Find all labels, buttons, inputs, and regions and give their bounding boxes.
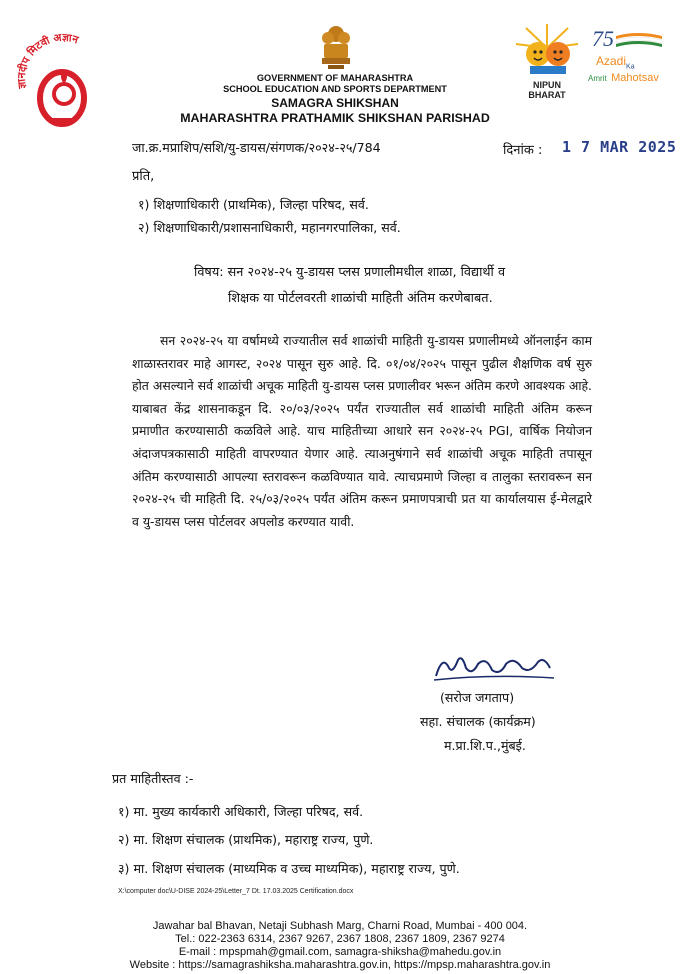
footer-address: Jawahar bal Bhavan, Netaji Subhash Marg, Charni Road, Mumbai - 400 004. — [152, 920, 528, 932]
state-emblem — [318, 24, 354, 72]
copy-heading: प्रत माहितीस्तव :- — [112, 771, 194, 786]
copy-item-2: २) मा. शिक्षण संचालक (प्राथमिक), महाराष्ट्र राज्य, पुणे. — [118, 832, 374, 847]
nipun-bharat-text: NIPUN BHARAT — [528, 80, 566, 100]
azadi-amrit-mahotsav-logo — [588, 26, 672, 86]
file-path: X:\computer doc\U-DISE 2024-25\Letter_7 Dt. 17.03.2025 Certification.docx — [118, 888, 354, 895]
footer-email: E-mail : mpspmah@gmail.com, samagra-shiksha@mahedu.gov.in — [178, 946, 502, 958]
addressee-2: २) शिक्षणाधिकारी/प्रशासनाधिकारी, महानगरपालिका, सर्व. — [138, 220, 401, 235]
azadi-75: 75 — [592, 26, 614, 51]
parishad-logo — [12, 30, 112, 130]
signatory-designation: सहा. संचालक (कार्यक्रम) — [420, 714, 536, 729]
date-stamp: 1 7 MAR 2025 — [562, 138, 677, 156]
prati-label: प्रति, — [132, 169, 155, 184]
signatory-office: म.प्रा.शि.प.,मुंबई. — [444, 738, 526, 753]
subject-line-2: शिक्षक या पोर्टलवरती शाळांची माहिती अंतिम करणेबाबत. — [228, 291, 493, 306]
nipun-bharat-logo — [508, 22, 586, 100]
subject-line-1: विषय: सन २०२४-२५ यु-डायस प्लस प्रणालीमधील शाळा, विद्यार्थी व — [194, 265, 506, 280]
signature-text: Saroj Jagtap — [490, 684, 497, 685]
addressee-1: १) शिक्षणाधिकारी (प्राथमिक), जिल्हा परिषद, सर्व. — [138, 197, 369, 212]
header-dept: SCHOOL EDUCATION AND SPORTS DEPARTMENT — [223, 84, 447, 94]
body-paragraph: सन २०२४-२५ या वर्षामध्ये राज्यातील सर्व शाळांची माहिती यु-डायस प्रणालीमध्ये ऑनलाईन काम शाळास्तरावर माहे आगस्ट, २०२४ पासून सुरु आहे. दि. ०१/०४/२०२५ पासून पुढील शैक्षणिक वर्ष सुरु होत असल्याने सर्व शाळांची अचूक माहिती यु-डायस प्लस प्रणालीवर भरून अंतिम करणे आवश्यक आहे. याबाबत केंद्र शासनाकडून दि. २०/०३/२०२५ पर्यंत राज्यातील सर्व शाळांची माहिती अंतिम करून प्रमाणीत करण्यासाठी कळविले आहे. याच माहितीच्या आधारे सन २०२४-२५ PGI, वार्षिक नियोजन अंदाजपत्रकासाठी माहिती वापरण्यात येणार आहे. त्याअनुषंगाने सर्व शाळांची अचूक माहिती तपासून अंतिम करण्यासाठी आपल्या स्तरावरून कळविण्यात यावे. त्याचप्रमाणे जिल्हा व तालुका स्तरावरून सन २०२४-२५ ची माहिती दि. २५/०३/२०२५ पर्यंत अंतिम करून प्रमाणपत्राची प्रत या कार्यालयास ई-मेलद्वारे व यु-डायस प्लस पोर्टलवर अपलोड करण्यात यावी. — [132, 333, 592, 529]
mahotsav-word: Mahotsav — [611, 72, 659, 84]
footer-website: Website : https://samagrashiksha.maharashtra.gov.in, https://mpsp.maharashtra.gov.in — [129, 959, 551, 971]
signature — [430, 646, 560, 688]
date-label: दिनांक : — [503, 143, 543, 158]
footer-tel: Tel.: 022-2363 6314, 2367 9267, 2367 1808, 2367 1809, 2367 9274 — [175, 933, 505, 945]
copy-item-1: १) मा. मुख्य कार्यकारी अधिकारी, जिल्हा परिषद, सर्व. — [118, 804, 364, 819]
ka-word: Ka — [626, 63, 635, 71]
header-gov: GOVERNMENT OF MAHARASHTRA — [256, 73, 414, 83]
logo-motto: ज्ञानदीप मिटवी अज्ञान — [15, 31, 80, 90]
header-samagra: SAMAGRA SHIKSHAN — [271, 96, 399, 110]
amrit-word: Amrit — [588, 74, 607, 83]
header-parishad: MAHARASHTRA PRATHAMIK SHIKSHAN PARISHAD — [180, 111, 490, 125]
copy-item-3: ३) मा. शिक्षण संचालक (माध्यमिक व उच्च माध्यमिक), महाराष्ट्र राज्य, पुणे. — [118, 861, 460, 876]
reference-number: जा.क्र.मप्राशिप/सशि/यु-डायस/संगणक/२०२४-२५/784 — [132, 140, 381, 155]
signatory-name: (सरोज जगताप) — [440, 690, 515, 705]
azadi-word: Azadi — [596, 54, 627, 68]
